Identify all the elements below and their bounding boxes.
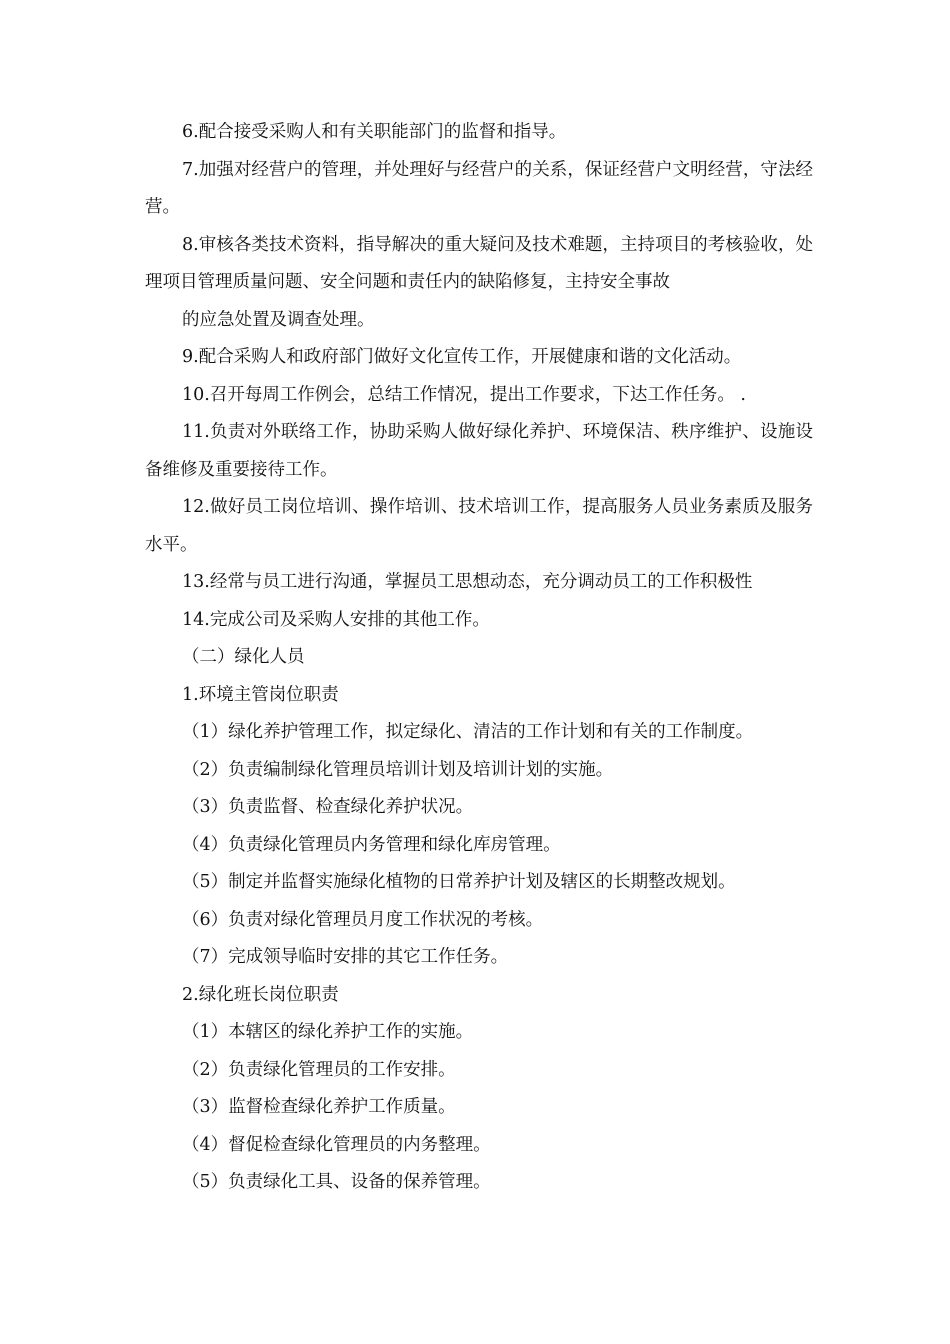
document-body [145,114,813,1202]
subheading-environment-supervisor-duties: 1.环境主管岗位职责 [182,684,339,705]
supervisor-duty-1: （1）绿化养护管理工作，拟定绿化、清洁的工作计划和有关的工作制度。 [182,722,754,742]
paragraph-8-continued: 的应急处置及调查处理。 [182,309,375,330]
paragraph-6: 6.配合接受采购人和有关职能部门的监督和指导。 [182,122,567,142]
subheading-greening-team-leader-duties: 2.绿化班长岗位职责 [182,984,339,1005]
paragraph-11: 11.负责对外联络工作，协助采购人做好绿化养护、环境保洁、秩序维护、设施设备维修及重要接待工作。 [145,422,813,480]
supervisor-duty-2: （2）负责编制绿化管理员培训计划及培训计划的实施。 [182,759,614,780]
supervisor-duty-7: （7）完成领导临时安排的其它工作任务。 [182,947,509,967]
supervisor-duty-6: （6）负责对绿化管理员月度工作状况的考核。 [182,909,544,930]
paragraph-12: 12.做好员工岗位培训、操作培训、技术培训工作，提高服务人员业务素质及服务水平。 [145,497,813,555]
supervisor-duty-5: （5）制定并监督实施绿化植物的日常养护计划及辖区的长期整改规划。 [182,872,736,892]
supervisor-duty-4: （4）负责绿化管理员内务管理和绿化库房管理。 [182,834,561,855]
team-leader-duty-3: （3）监督检查绿化养护工作质量。 [182,1097,456,1117]
supervisor-duty-3: （3）负责监督、检查绿化养护状况。 [182,797,474,817]
paragraph-7: 7.加强对经营户的管理，并处理好与经营户的关系，保证经营户文明经营，守法经营。 [145,159,813,217]
section-heading-greening-staff: （二）绿化人员 [182,647,305,667]
team-leader-duty-4: （4）督促检查绿化管理员的内务整理。 [182,1134,491,1155]
paragraph-13: 13.经常与员工进行沟通，掌握员工思想动态，充分调动员工的工作积极性 [182,572,753,592]
paragraph-10: 10.召开每周工作例会，总结工作情况，提出工作要求，下达工作任务。 . [182,384,746,405]
paragraph-14: 14.完成公司及采购人安排的其他工作。 [182,609,490,630]
team-leader-duty-5: （5）负责绿化工具、设备的保养管理。 [182,1172,491,1192]
paragraph-9: 9.配合采购人和政府部门做好文化宣传工作，开展健康和谐的文化活动。 [182,347,742,367]
paragraph-8: 8.审核各类技术资料，指导解决的重大疑问及技术难题，主持项目的考核验收，处理项目管理质量问题、安全问题和责任内的缺陷修复，主持安全事故 [145,234,813,292]
team-leader-duty-2: （2）负责绿化管理员的工作安排。 [182,1059,456,1080]
team-leader-duty-1: （1）本辖区的绿化养护工作的实施。 [182,1022,474,1042]
